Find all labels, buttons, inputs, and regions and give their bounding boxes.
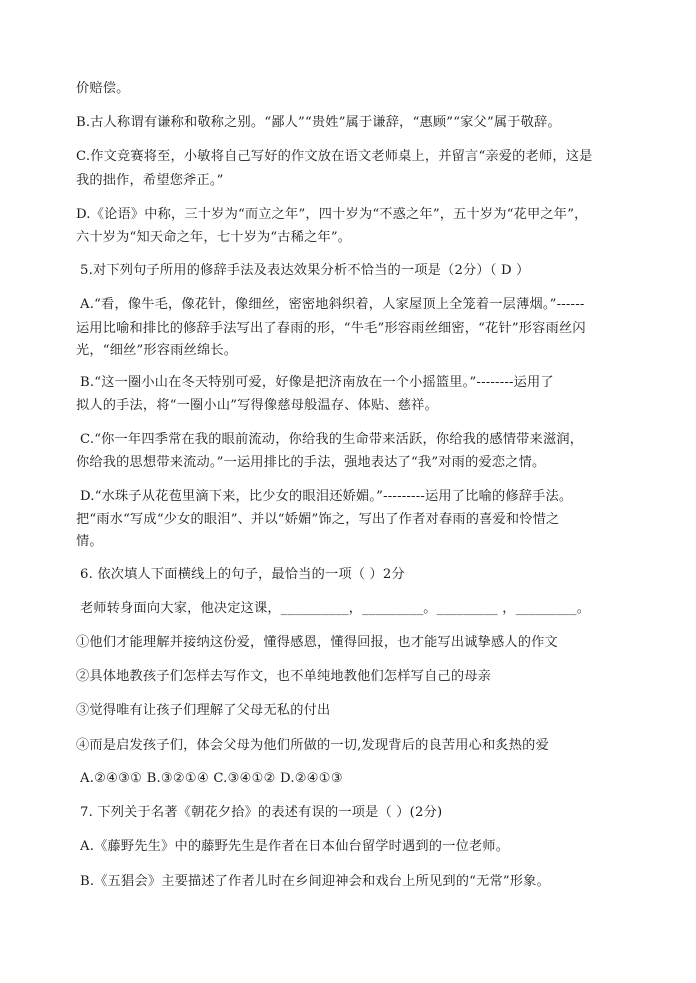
q5-option-c-line-2: 你给我的思想带来流动。”一运用排比的手法，强地表达了“我”对雨的爱恋之情。 bbox=[76, 455, 546, 470]
q5-option-a-line-1: A.“看，像牛毛，像花针，像细丝，密密地斜织着，人家屋顶上全笼着一层薄烟。”------ bbox=[80, 297, 585, 312]
q6-blank-sentence: 老师转身面向大家，他决定这课，__________，_________。_________ ，_________。 bbox=[80, 601, 591, 616]
q7-option-a: A.《藤野先生》中的藤野先生是作者在日本仙台留学时遇到的一位老师。 bbox=[80, 839, 510, 854]
q7-option-b: B.《五猖会》主要描述了作者儿时在乡间迎神会和戏台上所见到的“无常”形象。 bbox=[80, 874, 550, 889]
q5-option-d-line-3: 情。 bbox=[76, 534, 103, 549]
text-line-5: D.《论语》中称，三十岁为“而立之年”，四十岁为“不惑之年”，五十岁为“花甲之年”， bbox=[76, 207, 588, 222]
text-line-6: 六十岁为“知天命之年，七十岁为“古稀之年”。 bbox=[76, 230, 352, 245]
q5-option-d-line-2: 把“雨水“写成“少女的眼泪”、并以“娇媚”饰之，写出了作者对春雨的喜爱和怜惜之 bbox=[76, 512, 560, 527]
q6-choices: A.②④③① B.③②①④ C.③④①② D.②④①③ bbox=[80, 771, 343, 786]
q5-option-a-line-2: 运用比喻和排比的修辞手法写出了春雨的形，“牛毛”形容雨丝细密，“花针”形容雨丝闪 bbox=[76, 321, 586, 336]
question-6-stem: 6. 依次填人下面横线上的句子，最恰当的一项（ ）2分 bbox=[80, 567, 405, 582]
q6-sentence-3: ③觉得唯有让孩子们理解了父母无私的付出 bbox=[76, 703, 331, 718]
q6-sentence-2: ②具体地教孩子们怎样去写作文，也不单纯地教他们怎样写自己的母亲 bbox=[76, 669, 492, 684]
q5-option-b-line-2: 拟人的手法，将“一圈小山”写得像慈母般温存、体贴、慈祥。 bbox=[76, 398, 438, 413]
question-5-stem: 5.对下列句子所用的修辞手法及表达效果分析不恰当的一项是（2分）（ D ） bbox=[80, 263, 530, 278]
q5-option-b-line-1: B.“这一圈小山在冬天特别可爱，好像是把济南放在一个小摇篮里。”--------运用了 bbox=[80, 375, 554, 390]
question-7-stem: 7. 下列关于名著《朝花夕拾》的表述有误的一项是（ ）(2分) bbox=[80, 805, 443, 820]
q5-option-a-line-3: 光，“细丝”形容雨丝绵长。 bbox=[76, 343, 238, 358]
q6-sentence-4: ④而是启发孩子们，体会父母为他们所做的一切,发现背后的良苦用心和炙热的爱 bbox=[76, 738, 549, 753]
text-line-4: 我的拙作，希望您斧正。” bbox=[76, 173, 224, 188]
text-line-2: B.古人称谓有谦称和敬称之别。“鄙人”“贵姓”属于谦辞，“惠顾”“家父”属于敬辞。 bbox=[76, 115, 561, 130]
text-line-1: 价赔偿。 bbox=[76, 81, 130, 96]
text-line-3: C.作文竞赛将至，小敏将自己写好的作文放在语文老师桌上，并留言“亲爱的老师，这是 bbox=[76, 149, 593, 164]
q5-option-d-line-1: D.“水珠子从花苞里滴下来，比少女的眼泪还娇媚。”---------运用了比喻的修辞手法。 bbox=[80, 489, 573, 504]
q5-option-c-line-1: C.“你一年四季常在我的眼前流动，你给我的生命带来活跃，你给我的感情带来滋润， bbox=[80, 432, 584, 447]
q6-sentence-1: ①他们才能理解并接纳这份爱，懂得感恩，懂得回报，也才能写出诚挚感人的作文 bbox=[76, 635, 558, 650]
